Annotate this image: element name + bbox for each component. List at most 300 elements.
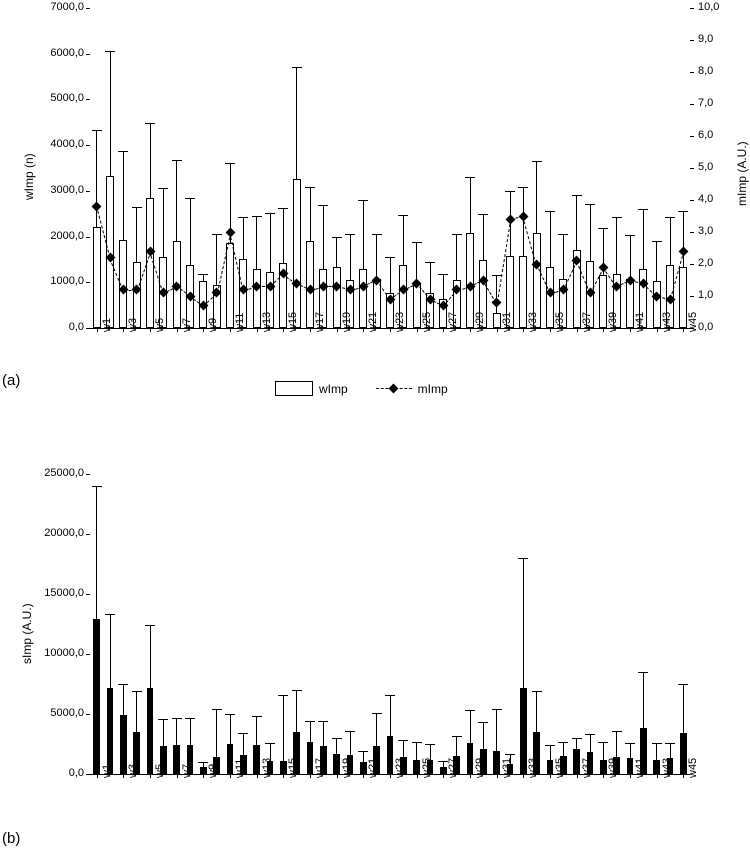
error-bar-cap-simp (252, 716, 262, 717)
bar-simp (280, 761, 287, 774)
error-bar-simp (390, 695, 391, 736)
x-tick-mark-b (657, 774, 658, 778)
error-bar-simp (176, 718, 177, 746)
error-bar-cap-wimp (372, 234, 382, 235)
x-tick-mark-b (203, 774, 204, 778)
x-tick-label-a: w33 (527, 311, 540, 332)
bar-simp (680, 733, 687, 774)
error-bar-simp (323, 721, 324, 746)
y-tick-label-b: 20000,0 (44, 527, 84, 539)
error-bar-wimp (270, 213, 271, 272)
y-tick-mark-left-a (86, 191, 90, 192)
y-tick-label-left-a: 3000,0 (50, 183, 84, 196)
x-tick-label-b: w19 (340, 757, 353, 778)
x-tick-mark-a (470, 328, 471, 332)
error-bar-cap-simp (172, 718, 182, 719)
error-bar-wimp (363, 200, 364, 269)
error-bar-cap-wimp (172, 160, 182, 161)
bar-simp (600, 760, 607, 774)
x-tick-mark-a (97, 328, 98, 332)
error-bar-cap-simp (465, 710, 475, 711)
x-tick-mark-a (123, 328, 124, 332)
y-tick-mark-left-a (86, 328, 90, 329)
error-bar-cap-simp (558, 742, 568, 743)
error-bar-cap-simp (412, 742, 422, 743)
x-tick-mark-b (443, 774, 444, 778)
x-tick-mark-a (390, 328, 391, 332)
error-bar-cap-wimp (505, 191, 515, 192)
error-bar-simp (616, 731, 617, 757)
x-tick-label-b: w41 (634, 757, 646, 778)
y-tick-label-right-a: 10,0 (698, 1, 720, 13)
bar-simp (227, 744, 234, 774)
error-bar-cap-simp (532, 691, 542, 692)
y-tick-mark-left-a (86, 8, 90, 9)
x-tick-mark-b (630, 774, 631, 778)
error-bar-wimp (323, 205, 324, 268)
y-tick-mark-b (86, 534, 90, 535)
error-bar-simp (536, 691, 537, 732)
error-bar-cap-simp (492, 709, 502, 710)
error-bar-cap-simp (265, 743, 275, 744)
error-bar-cap-simp (118, 684, 128, 685)
y-tick-label-b: 25000,0 (44, 467, 84, 479)
error-bar-cap-simp (318, 721, 328, 722)
error-bar-wimp (590, 204, 591, 262)
error-bar-wimp (630, 235, 631, 279)
x-tick-mark-a (577, 328, 578, 332)
error-bar-simp (110, 614, 111, 687)
bar-simp (200, 767, 207, 774)
error-bar-cap-wimp (545, 211, 555, 212)
bar-simp (547, 760, 554, 774)
error-bar-simp (136, 691, 137, 732)
x-tick-mark-a (630, 328, 631, 332)
x-tick-mark-a (257, 328, 258, 332)
error-bar-cap-wimp (532, 161, 542, 162)
x-tick-label-b: w29 (474, 757, 486, 778)
x-tick-mark-a (283, 328, 284, 332)
error-bar-wimp (376, 234, 377, 279)
error-bar-cap-wimp (318, 205, 328, 206)
x-tick-mark-b (390, 774, 391, 778)
x-tick-mark-a (443, 328, 444, 332)
x-tick-mark-a (657, 328, 658, 332)
error-bar-cap-simp (545, 745, 555, 746)
error-bar-cap-wimp (332, 237, 342, 238)
error-bar-wimp (656, 241, 657, 281)
error-bar-cap-wimp (385, 257, 395, 258)
error-bar-simp (283, 695, 284, 761)
error-bar-cap-wimp (425, 262, 435, 263)
x-tick-label-b: w15 (287, 757, 300, 778)
y-tick-mark-b (86, 594, 90, 595)
x-tick-label-b: w7 (180, 763, 193, 778)
error-bar-cap-wimp (438, 274, 448, 275)
x-tick-mark-b (283, 774, 284, 778)
bar-simp (333, 754, 340, 774)
error-bar-simp (256, 716, 257, 745)
x-tick-mark-a (150, 328, 151, 332)
error-bar-simp (643, 672, 644, 728)
y-tick-label-left-a: 2000,0 (50, 229, 84, 242)
error-bar-simp (163, 719, 164, 747)
y-tick-label-right-a: 8,0 (698, 65, 714, 77)
error-bar-cap-simp (478, 722, 488, 723)
error-bar-cap-wimp (518, 187, 528, 188)
error-bar-wimp (256, 216, 257, 269)
error-bar-simp (523, 558, 524, 688)
x-tick-label-b: w43 (660, 757, 673, 778)
error-bar-simp (683, 684, 684, 733)
error-bar-cap-simp (398, 740, 408, 741)
error-bar-cap-wimp (225, 163, 235, 164)
x-tick-label-b: w23 (394, 757, 406, 778)
error-bar-cap-simp (292, 690, 302, 691)
y-tick-mark-left-a (86, 54, 90, 55)
error-bar-cap-simp (145, 625, 155, 626)
bar-simp (653, 760, 660, 774)
error-bar-cap-simp (198, 762, 208, 763)
x-tick-label-a: w43 (660, 311, 673, 332)
bar-simp (107, 688, 114, 774)
x-tick-label-b: w21 (367, 757, 380, 778)
y-tick-mark-left-a (86, 282, 90, 283)
x-tick-label-a: w1 (100, 317, 113, 332)
error-bar-simp (670, 743, 671, 759)
error-bar-cap-simp (358, 751, 368, 752)
legend-label-mimp: mImp (417, 381, 448, 396)
bar-simp (253, 745, 260, 774)
error-bar-wimp (643, 209, 644, 268)
x-tick-mark-a (683, 328, 684, 332)
bar-simp (93, 619, 100, 774)
x-tick-mark-a (603, 328, 604, 332)
bar-simp (413, 760, 420, 774)
error-bar-simp (363, 751, 364, 762)
error-bar-cap-simp (105, 614, 115, 615)
x-tick-mark-a (203, 328, 204, 332)
y-tick-label-right-a: 4,0 (698, 193, 714, 205)
error-bar-wimp (150, 123, 151, 198)
legend-swatch-line-icon (376, 388, 412, 390)
x-tick-mark-b (337, 774, 338, 778)
error-bar-cap-wimp (465, 177, 475, 178)
bar-wimp (333, 267, 341, 328)
y-tick-label-left-a: 6000,0 (50, 46, 84, 59)
bar-simp (467, 743, 474, 774)
y-tick-label-right-a: 7,0 (698, 97, 714, 109)
bar-simp (627, 758, 634, 774)
x-tick-mark-b (577, 774, 578, 778)
error-bar-simp (590, 734, 591, 752)
error-bar-wimp (563, 234, 564, 279)
y-tick-label-b: 0,0 (68, 767, 84, 779)
legend-label-wimp: wImp (319, 381, 348, 396)
error-bar-cap-simp (638, 672, 648, 673)
y-tick-label-left-a: 1000,0 (50, 275, 84, 288)
x-tick-label-a: w35 (554, 311, 566, 332)
error-bar-cap-wimp (598, 228, 608, 229)
error-bar-simp (216, 709, 217, 757)
panel-letter-a: (a) (2, 372, 21, 389)
error-bar-cap-wimp (185, 198, 195, 199)
x-tick-label-a: w13 (260, 311, 273, 332)
x-tick-label-a: w15 (287, 311, 300, 332)
error-bar-simp (350, 731, 351, 755)
error-bar-wimp (296, 67, 297, 179)
error-bar-cap-wimp (585, 204, 595, 205)
y-tick-mark-right-a (690, 40, 694, 41)
y-tick-mark-right-a (690, 136, 694, 137)
y-tick-label-right-a: 0,0 (698, 321, 714, 333)
error-bar-simp (403, 740, 404, 757)
error-bar-cap-wimp (638, 209, 648, 210)
error-bar-wimp (190, 198, 191, 266)
y-tick-label-b: 15000,0 (44, 587, 84, 599)
x-tick-mark-a (550, 328, 551, 332)
x-tick-label-a: w25 (420, 311, 433, 332)
error-bar-cap-simp (585, 734, 595, 735)
error-bar-wimp (683, 211, 684, 267)
error-bar-simp (563, 742, 564, 756)
x-tick-mark-b (363, 774, 364, 778)
x-tick-label-a: w21 (367, 311, 380, 332)
error-bar-cap-wimp (92, 130, 102, 131)
error-bar-simp (483, 722, 484, 748)
x-tick-mark-a (363, 328, 364, 332)
error-bar-cap-wimp (345, 234, 355, 235)
error-bar-cap-simp (625, 743, 635, 744)
error-bar-wimp (336, 237, 337, 268)
bar-simp (573, 749, 580, 774)
error-bar-wimp (243, 217, 244, 259)
x-tick-mark-b (97, 774, 98, 778)
error-bar-cap-simp (665, 743, 675, 744)
bar-wimp (253, 269, 261, 328)
y-tick-mark-right-a (690, 296, 694, 297)
error-bar-cap-simp (505, 754, 515, 755)
error-bar-cap-wimp (612, 217, 622, 218)
bar-simp (173, 745, 180, 774)
error-bar-simp (376, 713, 377, 747)
x-tick-label-b: w11 (234, 758, 246, 778)
error-bar-cap-simp (572, 738, 582, 739)
error-bar-wimp (550, 211, 551, 267)
error-bar-cap-simp (372, 713, 382, 714)
error-bar-wimp (390, 257, 391, 293)
error-bar-cap-wimp (252, 216, 262, 217)
error-bar-cap-simp (425, 744, 435, 745)
y-tick-label-right-a: 1,0 (698, 289, 714, 301)
x-tick-label-b: w39 (607, 757, 620, 778)
error-bar-wimp (430, 262, 431, 293)
x-tick-label-b: w31 (500, 757, 513, 778)
y-tick-mark-right-a (690, 168, 694, 169)
error-bar-cap-wimp (558, 234, 568, 235)
error-bar-simp (630, 743, 631, 759)
error-bar-cap-wimp (278, 208, 288, 209)
y-tick-label-right-a: 9,0 (698, 33, 714, 45)
y-tick-label-right-a: 6,0 (698, 129, 714, 141)
y-axis-title-b: sImp (A.U.) (20, 603, 34, 664)
legend-item-mimp (376, 382, 448, 396)
y-tick-mark-left-a (86, 237, 90, 238)
y-tick-label-left-a: 5000,0 (50, 92, 84, 105)
x-tick-mark-a (417, 328, 418, 332)
error-bar-wimp (483, 214, 484, 261)
y-tick-mark-right-a (690, 8, 694, 9)
y-tick-mark-left-a (86, 145, 90, 146)
error-bar-cap-wimp (305, 187, 315, 188)
error-bar-cap-wimp (625, 235, 635, 236)
x-tick-label-a: w31 (500, 311, 513, 332)
error-bar-simp (296, 690, 297, 732)
error-bar-wimp (470, 177, 471, 233)
x-tick-label-a: w7 (180, 317, 193, 332)
y-tick-mark-b (86, 654, 90, 655)
error-bar-simp (550, 745, 551, 759)
error-bar-cap-wimp (238, 217, 248, 218)
bar-simp (307, 742, 314, 774)
y-tick-label-left-a: 0,0 (68, 321, 84, 333)
error-bar-cap-wimp (265, 213, 275, 214)
x-tick-label-a: w29 (474, 311, 486, 332)
error-bar-cap-wimp (198, 274, 208, 275)
y-axis-title-left-a: wImp (n) (22, 153, 36, 200)
error-bar-wimp (203, 274, 204, 281)
error-bar-simp (496, 709, 497, 751)
x-tick-label-a: w9 (207, 317, 220, 332)
x-tick-mark-a (230, 328, 231, 332)
error-bar-cap-wimp (358, 200, 368, 201)
error-bar-cap-simp (678, 684, 688, 685)
x-tick-mark-b (497, 774, 498, 778)
bar-wimp (293, 179, 301, 328)
y-tick-label-right-a: 2,0 (698, 257, 714, 269)
x-tick-mark-b (310, 774, 311, 778)
error-bar-wimp (443, 274, 444, 299)
error-bar-cap-wimp (478, 214, 488, 215)
error-bar-wimp (123, 151, 124, 240)
error-bar-cap-simp (345, 731, 355, 732)
x-tick-label-a: w45 (687, 311, 700, 332)
error-bar-cap-wimp (158, 188, 168, 189)
error-bar-cap-simp (92, 486, 102, 487)
y-tick-mark-right-a (690, 200, 694, 201)
error-bar-wimp (670, 217, 671, 265)
error-bar-simp (603, 742, 604, 760)
error-bar-cap-wimp (665, 217, 675, 218)
x-tick-label-a: w19 (340, 311, 353, 332)
error-bar-simp (336, 738, 337, 754)
legend-item-wimp (275, 381, 348, 396)
x-tick-mark-b (417, 774, 418, 778)
error-bar-cap-simp (332, 738, 342, 739)
error-bar-cap-simp (238, 733, 248, 734)
x-tick-label-b: w35 (554, 757, 566, 778)
error-bar-cap-wimp (145, 123, 155, 124)
error-bar-cap-simp (225, 714, 235, 715)
error-bar-cap-wimp (678, 211, 688, 212)
error-bar-cap-wimp (118, 151, 128, 152)
error-bar-simp (416, 742, 417, 760)
error-bar-cap-simp (278, 695, 288, 696)
x-tick-label-b: w25 (420, 757, 433, 778)
y-tick-mark-right-a (690, 72, 694, 73)
x-tick-label-b: w3 (127, 763, 140, 778)
x-tick-label-b: w45 (687, 757, 700, 778)
bar-simp (147, 688, 154, 774)
x-tick-label-b: w17 (314, 757, 326, 778)
error-bar-cap-wimp (212, 234, 222, 235)
error-bar-simp (243, 733, 244, 755)
error-bar-cap-simp (518, 558, 528, 559)
x-tick-mark-a (337, 328, 338, 332)
bar-simp (520, 688, 527, 774)
error-bar-cap-simp (385, 695, 395, 696)
x-tick-label-b: w37 (580, 757, 593, 778)
panel-letter-b: (b) (2, 830, 21, 847)
error-bar-simp (656, 743, 657, 760)
y-tick-label-left-a: 4000,0 (50, 138, 84, 151)
bar-wimp (413, 284, 421, 328)
x-tick-mark-b (177, 774, 178, 778)
legend-swatch-bar-icon (275, 381, 313, 396)
error-bar-cap-simp (132, 691, 142, 692)
error-bar-simp (230, 714, 231, 744)
x-tick-label-a: w37 (580, 311, 593, 332)
x-tick-mark-b (257, 774, 258, 778)
bar-simp (360, 762, 367, 774)
error-bar-wimp (310, 187, 311, 240)
bar-simp (120, 715, 127, 774)
bar-wimp (493, 313, 501, 328)
bar-wimp (226, 243, 234, 328)
error-bar-simp (576, 738, 577, 749)
x-tick-mark-a (177, 328, 178, 332)
error-bar-cap-simp (212, 709, 222, 710)
x-tick-label-b: w5 (154, 763, 166, 778)
bar-wimp (93, 227, 101, 328)
error-bar-cap-wimp (412, 242, 422, 243)
x-tick-label-a: w41 (634, 311, 646, 332)
error-bar-simp (190, 718, 191, 746)
error-bar-cap-wimp (132, 207, 142, 208)
error-bar-wimp (283, 208, 284, 263)
chart-panel-a (0, 0, 750, 420)
x-tick-mark-a (523, 328, 524, 332)
x-tick-label-a: w5 (154, 317, 166, 332)
bar-wimp (653, 281, 661, 328)
error-bar-wimp (456, 234, 457, 280)
error-bar-wimp (163, 188, 164, 257)
y-tick-mark-b (86, 714, 90, 715)
error-bar-wimp (110, 51, 111, 176)
error-bar-simp (456, 736, 457, 756)
y-tick-mark-right-a (690, 104, 694, 105)
error-bar-cap-simp (452, 736, 462, 737)
error-bar-wimp (350, 234, 351, 280)
chart-panel-b (0, 432, 750, 859)
error-bar-cap-simp (305, 721, 315, 722)
error-bar-simp (310, 721, 311, 741)
y-tick-label-b: 5000,0 (50, 707, 84, 719)
error-bar-cap-wimp (572, 195, 582, 196)
bar-simp (493, 751, 500, 774)
x-tick-label-b: w27 (447, 757, 460, 778)
error-bar-simp (123, 684, 124, 715)
